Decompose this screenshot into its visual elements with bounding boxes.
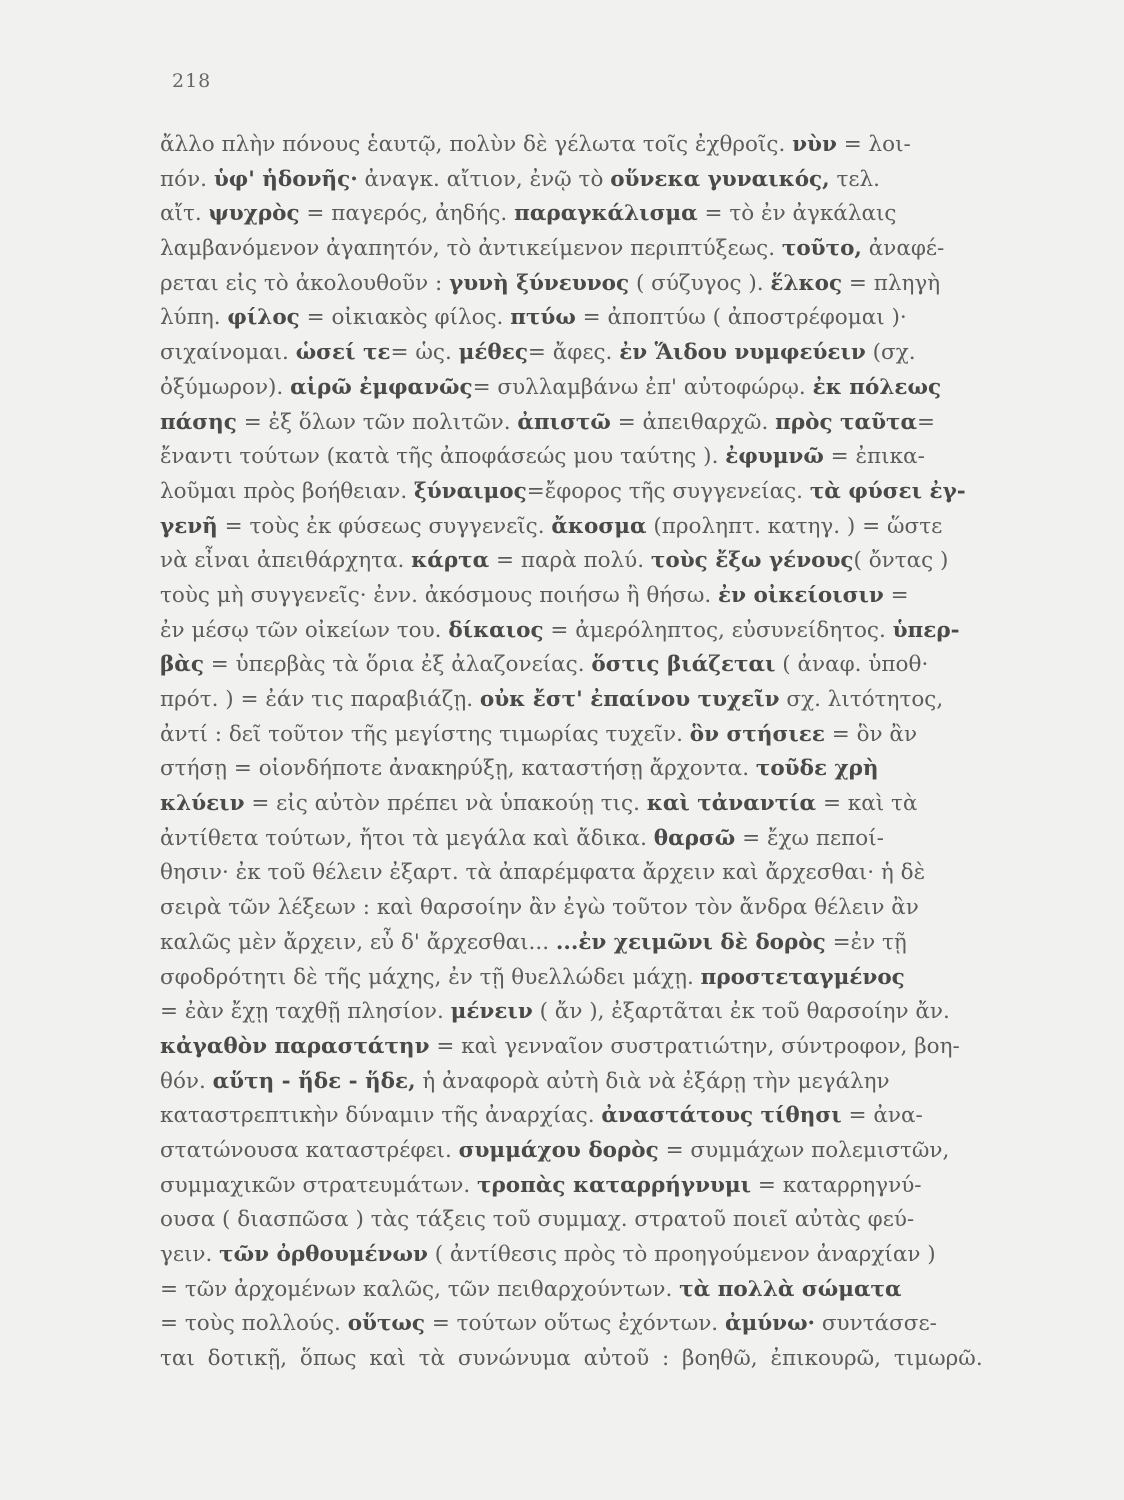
- headword: ὑπερ-: [892, 617, 960, 643]
- gloss-text: = τῶν ἀρχομένων καλῶς, τῶν πειθαρχούντων.: [160, 1276, 680, 1302]
- headword: οὕτως: [347, 1311, 425, 1337]
- headword: ἐν Ἅιδου νυμφεύειν: [619, 340, 866, 366]
- headword: τροπὰς καταρρήγνυμι: [477, 1172, 752, 1198]
- headword: τοὺς ἔξω γένους: [650, 548, 854, 574]
- gloss-text: ἀναγκ. αἴτιον, ἐνῷ τὸ: [357, 166, 611, 192]
- headword: τῶν ὀρθουμένων: [219, 1242, 428, 1267]
- headword: τὰ πολλὰ σώματα: [679, 1276, 902, 1302]
- text-line: [160, 822, 1030, 857]
- text-line: [160, 440, 1030, 475]
- headword: τὰ φύσει ἐγ-: [809, 478, 966, 504]
- headword: νὺν: [792, 132, 837, 157]
- headword: ὑφ' ἡδονῆς·: [213, 166, 358, 192]
- gloss-text: = καταρρηγνύ-: [751, 1172, 922, 1198]
- text-line: [160, 752, 1030, 787]
- gloss-text: γειν.: [160, 1242, 220, 1267]
- headword: πρὸς ταῦτα: [775, 409, 918, 435]
- gloss-text: θόν.: [160, 1068, 213, 1094]
- gloss-text: =ἔφορος τῆς συγγενείας.: [526, 478, 810, 504]
- headword: ἐν οἰκείοισιν: [718, 582, 884, 608]
- headword: θαρσῶ: [653, 825, 736, 851]
- text-line: [160, 614, 1030, 649]
- text-line: [160, 995, 1030, 1030]
- gloss-text: σιχαίνομαι.: [160, 340, 296, 366]
- gloss-text: ἀντίθετα τούτων, ἤτοι τὰ μεγάλα καὶ ἄδικα.: [160, 825, 654, 851]
- headword: καὶ τἀναντία: [646, 791, 817, 817]
- text-line: [160, 926, 1030, 961]
- gloss-text: σειρὰ τῶν λέξεων : καὶ θαρσοίην ἂν ἐγὼ τοῦτον τὸν ἄνδρα θέλειν ἂν: [160, 895, 919, 921]
- text-line: [160, 232, 1030, 267]
- gloss-text: ( σύζυγος ).: [629, 270, 771, 296]
- text-line: [160, 371, 1030, 406]
- gloss-text: ρεται εἰς τὸ ἀκολουθοῦν :: [160, 270, 450, 296]
- gloss-text: ( ἀντίθεσις πρὸς τὸ προηγούμενον ἀναρχίαν ): [427, 1242, 936, 1267]
- text-line: [160, 406, 1030, 441]
- gloss-text: = τούτων οὕτως ἐχόντων.: [424, 1311, 725, 1337]
- gloss-text: λαμβανόμενον ἀγαπητόν, τὸ ἀντικείμενον περιπτύξεως.: [160, 236, 782, 262]
- headword: ἀναστάτους τίθησι: [601, 1103, 842, 1129]
- gloss-text: = εἰς αὐτὸν πρέπει νὰ ὑπακούῃ τις.: [244, 791, 647, 817]
- text-line: [160, 1307, 1030, 1342]
- text-line: [160, 1030, 1030, 1065]
- headword: αὕτη - ἥδε - ἥδε,: [212, 1068, 416, 1094]
- headword: ξύναιμος: [414, 478, 527, 504]
- text-line: [160, 301, 1030, 336]
- page-number: 218: [172, 70, 212, 92]
- text-line: [160, 1065, 1030, 1100]
- text-line: [160, 1273, 1030, 1308]
- gloss-text: στήσῃ = οἱονδήποτε ἀνακηρύξῃ, καταστήσῃ ἄρχοντα.: [160, 756, 756, 782]
- text-line: [160, 267, 1030, 302]
- gloss-text: ἡ ἀναφορὰ αὐτὴ διὰ νὰ ἐξάρῃ τὴν μεγάλην: [415, 1068, 890, 1094]
- text-line: [160, 961, 1030, 996]
- headword: οὐκ ἔστ' ἐπαίνου τυχεῖν: [479, 687, 780, 712]
- headword: μέθες: [458, 340, 528, 366]
- gloss-text: πρότ. ) = ἐάν τις παραβιάζῃ.: [160, 687, 480, 712]
- text-line: [160, 475, 1030, 510]
- gloss-text: πόν.: [160, 166, 214, 192]
- headword: ἐφυμνῶ: [725, 444, 824, 470]
- headword: αἱρῶ ἐμφανῶς: [290, 374, 473, 400]
- text-line: [160, 163, 1030, 198]
- headword: ...ἐν χειμῶνι δὲ δορὸς: [555, 929, 826, 955]
- headword: ἕλκος: [770, 270, 843, 296]
- headword: δίκαιος: [448, 617, 544, 643]
- text-line: [160, 197, 1030, 232]
- gloss-text: = ἐπικα-: [823, 444, 925, 470]
- headword: μένειν: [450, 999, 533, 1025]
- text-line: [160, 787, 1030, 822]
- gloss-text: = τοὺς πολλούς.: [160, 1311, 348, 1337]
- headword: οὕνεκα γυναικός,: [610, 166, 830, 192]
- headword: προστεταγμένος: [700, 964, 905, 990]
- gloss-text: νὰ εἶναι ἀπειθάρχητα.: [160, 548, 412, 574]
- headword: τοῦτο,: [781, 236, 862, 262]
- headword: φίλος: [227, 305, 300, 331]
- headword: ὅστις βιάζεται: [591, 652, 776, 678]
- gloss-text: =ἐν τῇ: [825, 929, 907, 955]
- text-line: [160, 336, 1030, 371]
- gloss-text: ( ἀναφ. ὑποθ·: [775, 652, 929, 678]
- gloss-text: στατώνουσα καταστρέφει.: [160, 1137, 459, 1163]
- gloss-text: = τοὺς ἐκ φύσεως συγγενεῖς.: [217, 513, 552, 539]
- gloss-text: ουσα ( διασπῶσα ) τὰς τάξεις τοῦ συμμαχ. στρατοῦ ποιεῖ αὐτὰς φεύ-: [160, 1207, 915, 1233]
- gloss-text: = ἐὰν ἔχῃ ταχθῇ πλησίον.: [160, 999, 451, 1025]
- gloss-text: ἐν μέσῳ τῶν οἰκείων του.: [160, 617, 449, 643]
- gloss-text: = ὃν ἂν: [824, 721, 918, 747]
- gloss-text: (προληπτ. κατηγ. ) = ὥστε: [646, 513, 943, 539]
- text-line: [160, 544, 1030, 579]
- gloss-text: σχ. λιτότητος,: [779, 687, 944, 712]
- gloss-text: λοῦμαι πρὸς βοήθειαν.: [160, 478, 415, 504]
- gloss-text: = πληγὴ: [842, 270, 941, 296]
- gloss-text: θησιν· ἐκ τοῦ θέλειν ἐξαρτ. τὰ ἀπαρέμφατα ἄρχειν καὶ ἄρχεσθαι· ἡ δὲ: [160, 860, 926, 886]
- text-line: [160, 128, 1030, 163]
- gloss-text: = καὶ τὰ: [816, 791, 918, 817]
- gloss-text: = ἄφες.: [527, 340, 620, 366]
- headword: κλύειν: [160, 791, 245, 817]
- headword: ψυχρὸς: [208, 201, 300, 227]
- headword: ἐκ πόλεως: [812, 374, 942, 400]
- gloss-text: = ἀνα-: [841, 1103, 923, 1129]
- gloss-text: = λοι-: [836, 132, 911, 157]
- gloss-text: = ὡς.: [390, 340, 459, 366]
- headword: γυνὴ ξύνευνος: [449, 270, 630, 296]
- gloss-text: = ἐξ ὅλων τῶν πολιτῶν.: [236, 409, 518, 435]
- headword: ἀμύνω·: [724, 1311, 816, 1337]
- gloss-text: σφοδρότητι δὲ τῆς μάχης, ἐν τῇ θυελλώδει μάχῃ.: [160, 964, 701, 990]
- gloss-text: = καὶ γενναῖον συστρατιώτην, σύντροφον, βοη-: [429, 1033, 960, 1059]
- gloss-text: ἀντί : δεῖ τοῦτον τῆς μεγίστης τιμωρίας τυχεῖν.: [160, 721, 690, 747]
- gloss-text: = ἀπειθαρχῶ.: [610, 409, 776, 435]
- headword: ὃν στήσιεε: [689, 721, 825, 747]
- gloss-text: = παρὰ πολύ.: [489, 548, 651, 574]
- gloss-text: = συμμάχων πολεμιστῶν,: [658, 1137, 950, 1163]
- text-line: [160, 1238, 1030, 1273]
- text-line: [160, 718, 1030, 753]
- gloss-text: τοὺς μὴ συγγενεῖς· ἐνν. ἀκόσμους ποιήσω ἢ θήσω.: [160, 582, 719, 608]
- gloss-text: = συλλαμβάνω ἐπ' αὐτοφώρῳ.: [472, 374, 813, 400]
- gloss-text: ( ὄντας ): [853, 548, 949, 574]
- text-line: [160, 1099, 1030, 1134]
- gloss-text: = ἀμερόληπτος, εὐσυνείδητος.: [543, 617, 893, 643]
- text-line: [160, 856, 1030, 891]
- headword: τοῦδε χρὴ: [755, 756, 879, 782]
- headword: βὰς: [160, 652, 204, 678]
- headword: γενῆ: [160, 513, 218, 539]
- commentary-text: [160, 128, 1030, 1377]
- gloss-text: αἴτ.: [160, 201, 209, 227]
- headword: ἀπιστῶ: [517, 409, 611, 435]
- gloss-text: = τὸ ἐν ἀγκάλαις: [697, 201, 897, 227]
- text-line: [160, 510, 1030, 545]
- gloss-text: ἀναφέ-: [861, 236, 945, 262]
- gloss-text: = ὑπερβὰς τὰ ὅρια ἐξ ἀλαζονείας.: [203, 652, 592, 678]
- gloss-text: (σχ.: [865, 340, 916, 366]
- text-line: [160, 1134, 1030, 1169]
- gloss-text: τελ.: [829, 166, 880, 192]
- gloss-text: ( ἄν ), ἐξαρτᾶται ἐκ τοῦ θαρσοίην ἄν.: [532, 999, 950, 1025]
- text-line: [160, 1169, 1030, 1204]
- gloss-text: =: [883, 582, 909, 608]
- headword: κάρτα: [411, 548, 490, 574]
- text-line: [160, 683, 1030, 718]
- text-line: [160, 1203, 1030, 1238]
- gloss-text: συμμαχικῶν στρατευμάτων.: [160, 1172, 478, 1198]
- headword: πτύω: [510, 305, 576, 331]
- headword: ὡσεί τε: [295, 340, 391, 366]
- text-line: [160, 891, 1030, 926]
- gloss-text: =: [917, 409, 936, 435]
- gloss-text: ἄλλο πλὴν πόνους ἑαυτῷ, πολὺν δὲ γέλωτα τοῖς ἐχθροῖς.: [160, 132, 793, 157]
- headword: παραγκάλισμα: [514, 201, 698, 227]
- gloss-text: ται δοτικῇ, ὅπως καὶ τὰ συνώνυμα αὐτοῦ : βοηθῶ, ἐπικουρῶ, τιμωρῶ.: [160, 1346, 983, 1372]
- gloss-text: συντάσσε-: [815, 1311, 937, 1337]
- headword: κἀγαθὸν παραστάτην: [160, 1033, 430, 1059]
- headword: συμμάχου δορὸς: [458, 1137, 659, 1163]
- text-line: [160, 1342, 1030, 1377]
- gloss-text: ἔναντι τούτων (κατὰ τῆς ἀποφάσεώς μου ταύτης ).: [160, 444, 726, 470]
- gloss-text: καλῶς μὲν ἄρχειν, εὖ δ' ἄρχεσθαι...: [160, 929, 556, 955]
- gloss-text: ὀξύμωρον).: [160, 374, 291, 400]
- text-line: [160, 579, 1030, 614]
- gloss-text: = ἔχω πεποί-: [735, 825, 884, 851]
- gloss-text: = οἰκιακὸς φίλος.: [299, 305, 511, 331]
- gloss-text: = ἀποπτύω ( ἀποστρέφομαι )·: [575, 305, 907, 331]
- text-line: [160, 648, 1030, 683]
- gloss-text: λύπη.: [160, 305, 228, 331]
- headword: ἄκοσμα: [551, 513, 647, 539]
- headword: πάσης: [160, 409, 237, 435]
- gloss-text: = παγερός, ἀηδής.: [299, 201, 515, 227]
- gloss-text: καταστρεπτικὴν δύναμιν τῆς ἀναρχίας.: [160, 1103, 602, 1129]
